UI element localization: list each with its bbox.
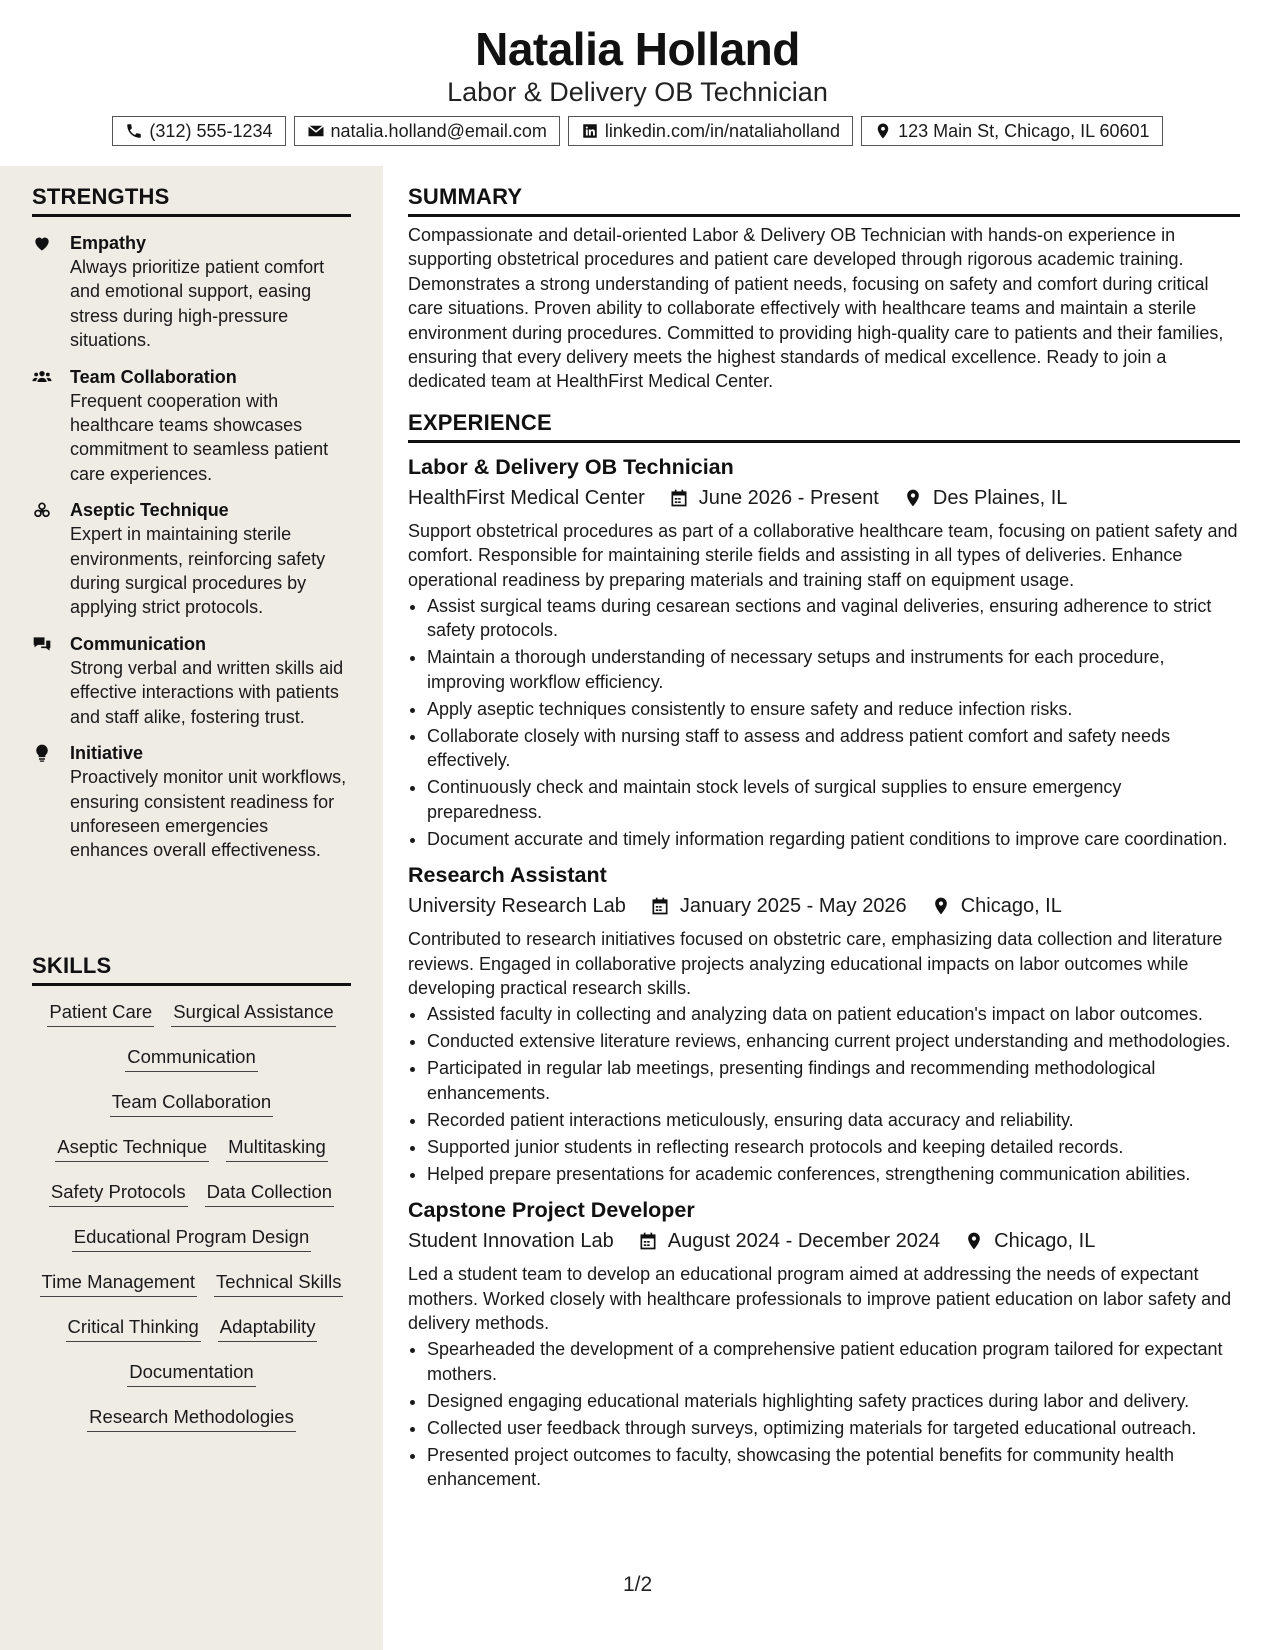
skills-section <box>32 953 351 1442</box>
strength-description: Expert in maintaining sterile environments, reinforcing safety during surgical procedures by applying strict protocols. <box>70 524 326 618</box>
job-title: Labor & Delivery OB Technician <box>408 454 734 479</box>
skills-heading: SKILLS <box>32 953 351 986</box>
contact-linkedin-text: linkedin.com/in/nataliaholland <box>604 120 841 141</box>
calendar-icon <box>638 1231 658 1251</box>
skill-tag: Critical Thinking <box>66 1307 201 1342</box>
job-dates: August 2024 - December 2024 <box>667 1230 941 1253</box>
skill-tag: Patient Care <box>47 992 154 1027</box>
bullet-item: • Collaborate closely with nursing staff to assess and address patient comfort and safety needs effectively. <box>427 724 1240 773</box>
linkedin-icon <box>581 122 599 140</box>
bullet-item: • Spearheaded the development of a comprehensive patient education program tailored for expectant mothers. <box>427 1337 1240 1386</box>
contact-linkedin[interactable] <box>568 116 853 146</box>
strength-description: Always prioritize patient comfort and emotional support, easing stress during high-pressure situations. <box>70 257 325 351</box>
strength-description: Proactively monitor unit workflows, ensuring consistent readiness for unforeseen emergencies enhances overall effectiveness. <box>70 767 347 861</box>
map-pin-icon <box>874 122 892 140</box>
skill-tag: Aseptic Technique <box>55 1127 209 1162</box>
skill-tag: Data Collection <box>205 1172 334 1207</box>
job-location: Chicago, IL <box>994 1230 1096 1253</box>
bullet-item: • Maintain a thorough understanding of necessary setups and instruments for each procedure, improving workflow efficiency. <box>427 645 1240 694</box>
bullet-item: • Document accurate and timely information regarding patient conditions to improve care coordination. <box>427 827 1240 851</box>
sidebar <box>0 166 383 1650</box>
strength-item <box>32 741 351 863</box>
lightbulb-icon <box>32 743 52 763</box>
candidate-name: Natalia Holland <box>475 23 800 75</box>
strength-item <box>32 231 351 353</box>
page-indicator: 1/2 <box>623 1573 653 1596</box>
strength-item <box>32 632 351 729</box>
job-company: HealthFirst Medical Center <box>408 486 645 509</box>
skill-tag: Surgical Assistance <box>171 992 335 1027</box>
skill-tag: Research Methodologies <box>87 1397 296 1432</box>
skill-tag: Multitasking <box>226 1127 328 1162</box>
job-description: Support obstetrical procedures as part of a collaborative healthcare team, focusing on patient safety and comfort. Responsible for maintaining sterile fields and assisting in all types of deliveries. Enhance operational readiness by preparing materials and training staff on equipment usage. <box>408 520 1238 590</box>
experience-heading: EXPERIENCE <box>408 410 1240 443</box>
bullet-item: • Presented project outcomes to faculty, showcasing the potential benefits for community health enhancement. <box>427 1443 1240 1492</box>
map-pin-icon <box>964 1231 984 1251</box>
job-company: University Research Lab <box>408 895 626 918</box>
bullet-item: • Recorded patient interactions meticulously, ensuring data accuracy and reliability. <box>427 1108 1240 1132</box>
main-content <box>408 166 1240 1494</box>
job-meta <box>408 1226 1240 1256</box>
candidate-title: Labor & Delivery OB Technician <box>447 77 828 107</box>
strengths-heading: STRENGTHS <box>32 184 351 217</box>
contact-address <box>861 116 1163 146</box>
strength-item <box>32 365 351 487</box>
bullet-item: • Designed engaging educational materials highlighting safety practices during labor and delivery. <box>427 1389 1240 1413</box>
contact-email[interactable] <box>294 116 560 146</box>
strength-name: Team Collaboration <box>70 366 237 387</box>
summary-text: Compassionate and detail-oriented Labor & Delivery OB Technician with hands-on experience in supporting obstetrical procedures and patient care developed through rigorous academic training. Demonstrates a strong understanding of patient needs, focusing on safety and comfort during critical care situations. Proven ability to collaborate effectively with healthcare teams and maintain a sterile environment during procedures. Committed to providing high-quality care to patients and their families, ensuring that every delivery meets the highest standards of medical excellence. Ready to join a dedicated team at HealthFirst Medical Center. <box>408 225 1224 392</box>
bullet-item: • Apply aseptic techniques consistently to ensure safety and reduce infection risks. <box>427 697 1240 721</box>
job-location: Des Plaines, IL <box>932 486 1068 509</box>
job-location: Chicago, IL <box>960 895 1062 918</box>
calendar-icon <box>669 488 689 508</box>
map-pin-icon <box>931 896 951 916</box>
contact-email-text: natalia.holland@email.com <box>330 120 547 141</box>
job-title: Research Assistant <box>408 863 607 888</box>
skills-list <box>32 992 351 1442</box>
job-dates: January 2025 - May 2026 <box>679 895 907 918</box>
skill-tag: Adaptability <box>218 1307 318 1342</box>
bullet-item: • Supported junior students in reflecting research protocols and keeping detailed records. <box>427 1135 1240 1159</box>
heart-icon <box>32 233 52 253</box>
skill-tag: Communication <box>125 1037 258 1072</box>
job-meta <box>408 483 1240 513</box>
job-bullets <box>408 1002 1240 1186</box>
strength-name: Aseptic Technique <box>70 500 229 521</box>
skill-tag: Documentation <box>127 1352 255 1387</box>
envelope-icon <box>307 122 325 140</box>
comments-icon <box>32 634 52 654</box>
contact-address-text: 123 Main St, Chicago, IL 60601 <box>898 120 1150 141</box>
skill-tag: Team Collaboration <box>110 1082 273 1117</box>
bullet-item: • Assisted faculty in collecting and analyzing data on patient education's impact on labor outcomes. <box>427 1002 1240 1026</box>
strength-name: Communication <box>70 633 207 654</box>
skill-tag: Technical Skills <box>214 1262 343 1297</box>
skill-tag: Time Management <box>40 1262 198 1297</box>
job-description: Contributed to research initiatives focused on obstetric care, emphasizing data collection and literature reviews. Engaged in collaborative projects analyzing educational impacts on labor outcomes while developing practical research skills. <box>408 929 1223 998</box>
contact-phone-text: (312) 555-1234 <box>149 120 273 141</box>
strength-description: Frequent cooperation with healthcare teams showcases commitment to seamless patient care experiences. <box>70 390 329 484</box>
bullet-item: • Conducted extensive literature reviews, enhancing current project understanding and methodologies. <box>427 1029 1240 1053</box>
bullet-item: • Assist surgical teams during cesarean sections and vaginal deliveries, ensuring adherence to strict safety protocols. <box>427 594 1240 643</box>
strength-item <box>32 498 351 620</box>
strength-name: Empathy <box>70 233 147 253</box>
skill-tag: Educational Program Design <box>72 1217 312 1252</box>
job-bullets <box>408 594 1240 851</box>
job-meta <box>408 891 1240 921</box>
resume-header <box>0 0 1275 166</box>
job-description: Led a student team to develop an educational program aimed at addressing the needs of expectant mothers. Worked closely with healthcare professionals to improve patient education on labor safety and delivery methods. <box>408 1264 1232 1333</box>
phone-icon <box>125 122 143 140</box>
strengths-section <box>32 184 351 863</box>
bullet-item: • Continuously check and maintain stock levels of surgical supplies to ensure emergency preparedness. <box>427 775 1240 824</box>
contact-bar <box>0 116 1275 146</box>
job-dates: June 2026 - Present <box>698 486 879 509</box>
bullet-item: • Helped prepare presentations for academic conferences, strengthening communication abilities. <box>427 1162 1240 1186</box>
bullet-item: • Participated in regular lab meetings, presenting findings and recommending methodological enhancements. <box>427 1056 1240 1105</box>
job-title: Capstone Project Developer <box>408 1198 695 1223</box>
experience-entry <box>408 1196 1240 1491</box>
map-pin-icon <box>903 488 923 508</box>
calendar-icon <box>650 896 670 916</box>
biohazard-icon <box>32 500 52 520</box>
skill-tag: Safety Protocols <box>49 1172 188 1207</box>
job-bullets <box>408 1337 1240 1491</box>
experience-entry <box>408 453 1240 851</box>
strength-description: Strong verbal and written skills aid effective interactions with patients and staff alike, fostering trust. <box>70 657 344 727</box>
users-icon <box>32 367 52 387</box>
experience-entry <box>408 861 1240 1186</box>
summary-heading: SUMMARY <box>408 184 1240 217</box>
contact-phone <box>112 116 285 146</box>
bullet-item: • Collected user feedback through surveys, optimizing materials for targeted educational outreach. <box>427 1416 1240 1440</box>
job-company: Student Innovation Lab <box>408 1230 614 1253</box>
strength-name: Initiative <box>70 743 144 764</box>
